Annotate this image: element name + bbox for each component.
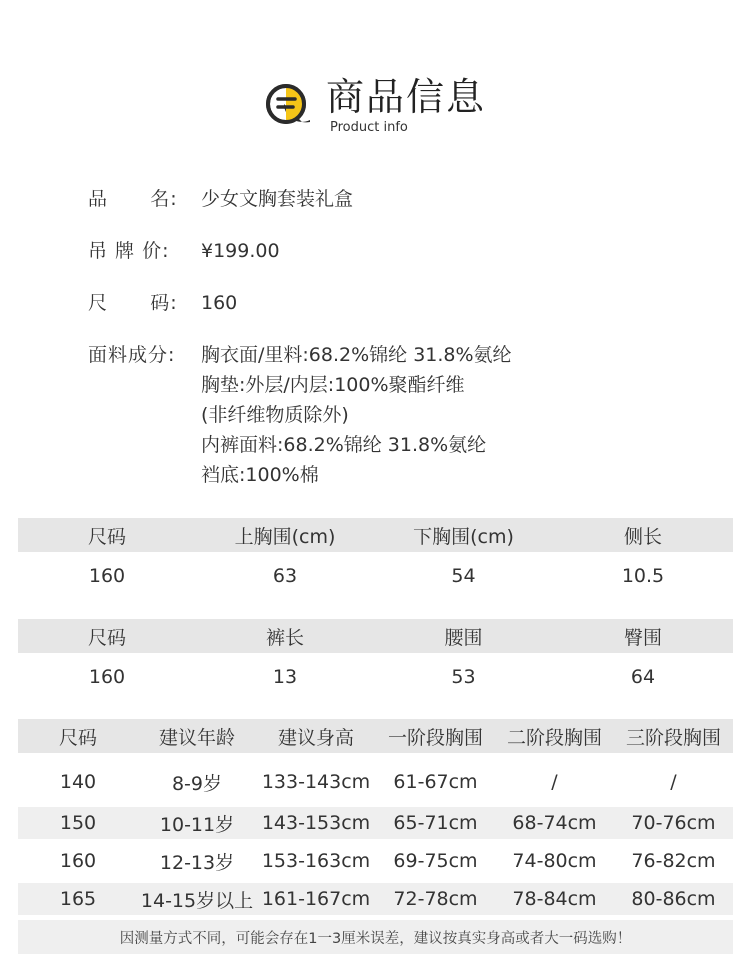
table-cell: 160 bbox=[88, 565, 126, 587]
table-cell: 133-143cm bbox=[261, 771, 371, 793]
table-header-cell: 尺码 bbox=[58, 726, 97, 749]
info-value: 胸垫:外层/内层:100%聚酯纤维 bbox=[201, 374, 465, 396]
info-value: 裆底:100%棉 bbox=[201, 464, 319, 486]
info-value: 160 bbox=[201, 292, 238, 314]
info-value: ¥199.00 bbox=[201, 240, 280, 262]
info-value: 内裤面料:68.2%锦纶 31.8%氨纶 bbox=[201, 434, 487, 456]
info-row bbox=[88, 288, 728, 318]
table-cell: 8-9岁 bbox=[171, 772, 223, 795]
table-header-cell: 臀围 bbox=[623, 626, 662, 649]
table-header-cell: 二阶段胸围 bbox=[506, 726, 602, 749]
info-value: (非纤维物质除外) bbox=[201, 404, 349, 426]
table-header-cell: 尺码 bbox=[87, 626, 126, 649]
info-row bbox=[88, 236, 728, 266]
table-header-cell: 侧长 bbox=[623, 525, 662, 548]
page-subtitle: Product info bbox=[330, 120, 408, 135]
info-row bbox=[88, 340, 728, 490]
table-header-cell: 下胸围(cm) bbox=[413, 525, 514, 548]
info-value: 胸衣面/里料:68.2%锦纶 31.8%氨纶 bbox=[201, 344, 512, 366]
table-cell: 61-67cm bbox=[393, 771, 478, 793]
info-label: 品 名: bbox=[88, 188, 178, 210]
table-cell: 80-86cm bbox=[631, 888, 716, 910]
info-row bbox=[88, 184, 728, 214]
table-header-cell: 一阶段胸围 bbox=[387, 726, 483, 749]
table-cell: 68-74cm bbox=[512, 812, 597, 834]
table-cell: 54 bbox=[451, 565, 476, 587]
table-cell: 14-15岁以上 bbox=[140, 889, 254, 912]
info-label: 面料成分: bbox=[88, 344, 176, 366]
table-header-row bbox=[18, 619, 733, 653]
product-info-list bbox=[88, 184, 728, 490]
table-cell: / bbox=[551, 771, 558, 793]
table-cell: 69-75cm bbox=[393, 850, 478, 872]
table-cell: 65-71cm bbox=[393, 812, 478, 834]
table-cell: 64 bbox=[630, 666, 656, 688]
table-cell: 76-82cm bbox=[631, 850, 716, 872]
table-cell: / bbox=[670, 771, 677, 793]
table-cell: 150 bbox=[59, 812, 97, 834]
info-value: 少女文胸套装礼盒 bbox=[201, 188, 354, 210]
table-row bbox=[18, 653, 733, 701]
measurement-note: 因测量方式不同，可能会存在1一3厘米误差，建议按真实身高或者大一码选购！ bbox=[18, 920, 733, 954]
table-cell: 153-163cm bbox=[261, 850, 371, 872]
page-title: 商品信息 bbox=[326, 75, 487, 119]
table-cell: 165 bbox=[59, 888, 97, 910]
briefs-size-table bbox=[18, 619, 733, 701]
table-row bbox=[18, 807, 733, 839]
table-row bbox=[18, 552, 733, 600]
table-cell: 72-78cm bbox=[393, 888, 478, 910]
table-header-cell: 建议身高 bbox=[277, 726, 354, 749]
table-cell: 161-167cm bbox=[261, 888, 371, 910]
bra-size-table bbox=[18, 518, 733, 600]
table-row bbox=[18, 839, 733, 883]
table-cell: 78-84cm bbox=[512, 888, 597, 910]
table-header-row bbox=[18, 719, 733, 753]
table-cell: 74-80cm bbox=[512, 850, 597, 872]
table-cell: 143-153cm bbox=[261, 812, 371, 834]
section-header bbox=[0, 70, 750, 140]
table-cell: 140 bbox=[59, 771, 97, 793]
table-header-cell: 上胸围(cm) bbox=[234, 525, 336, 548]
table-header-cell: 建议年龄 bbox=[158, 726, 235, 749]
table-cell: 63 bbox=[272, 565, 298, 587]
info-label: 吊 牌 价: bbox=[88, 240, 170, 262]
table-cell: 70-76cm bbox=[631, 812, 716, 834]
table-row bbox=[18, 761, 733, 803]
table-cell: 53 bbox=[451, 666, 476, 688]
table-header-cell: 尺码 bbox=[87, 525, 126, 548]
table-cell: 160 bbox=[88, 666, 126, 688]
table-cell: 10.5 bbox=[621, 565, 665, 587]
table-cell: 13 bbox=[272, 666, 298, 688]
table-cell: 12-13岁 bbox=[159, 851, 235, 874]
list-document-icon bbox=[262, 78, 314, 130]
table-row bbox=[18, 883, 733, 915]
table-header-row bbox=[18, 518, 733, 552]
table-cell: 160 bbox=[59, 850, 97, 872]
table-header-cell: 腰围 bbox=[444, 626, 483, 649]
size-recommendation-table bbox=[18, 719, 733, 915]
table-header-cell: 裤长 bbox=[265, 626, 304, 649]
table-header-cell: 三阶段胸围 bbox=[625, 726, 721, 749]
table-cell: 10-11岁 bbox=[159, 813, 235, 836]
info-label: 尺 码: bbox=[88, 292, 178, 314]
